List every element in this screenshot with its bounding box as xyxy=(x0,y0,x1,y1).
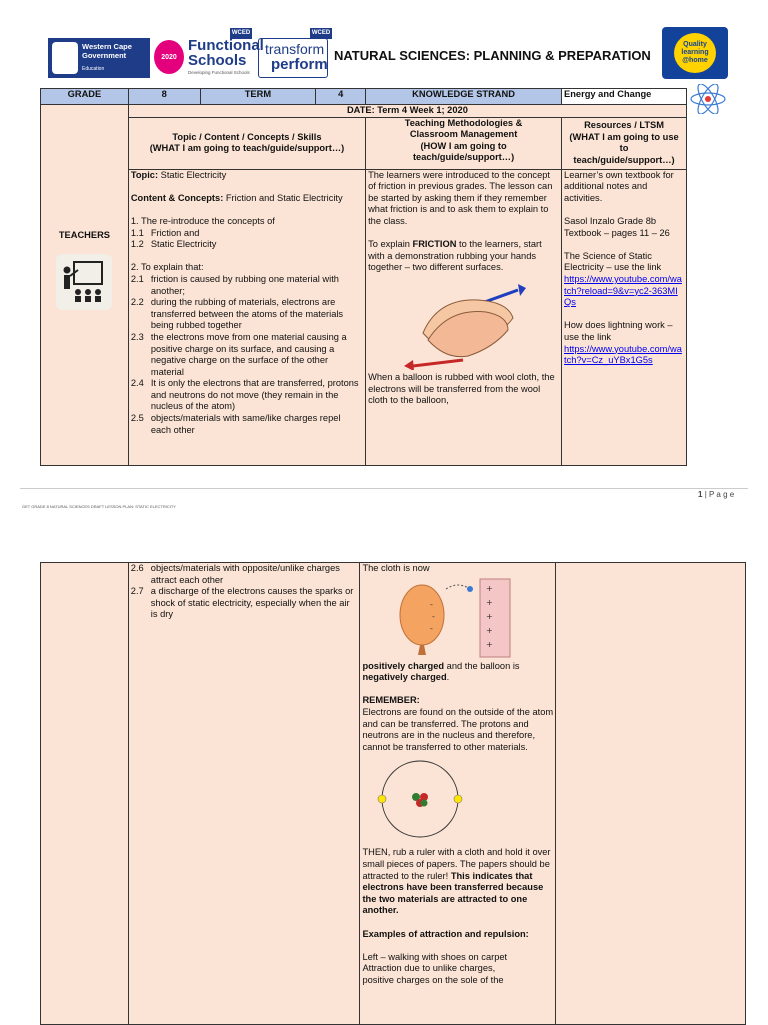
resource-sasol: Sasol Inzalo Grade 8b Textbook – pages 11 – 26 xyxy=(564,215,670,238)
fs-tagline: Developing Functional Schools xyxy=(188,70,250,75)
tp-line1: transform xyxy=(265,41,325,57)
example-left-b: Attraction due to unlike charges, xyxy=(362,963,496,974)
rubbing-hands-illustration xyxy=(368,278,558,370)
resources-cell-p2 xyxy=(556,563,746,1025)
wc-logo-sub: Education xyxy=(82,66,105,72)
ql-line3: @home xyxy=(682,57,708,64)
functional-schools-logo xyxy=(188,38,264,68)
topic-content-cell xyxy=(128,169,365,465)
transform-perform-logo xyxy=(258,38,328,78)
footer-divider xyxy=(20,488,748,489)
lightning-video-link[interactable]: https://www.youtube.com/watch?v=Cz_uYBx1G5s xyxy=(564,343,682,366)
list-item xyxy=(131,239,363,251)
list-item-text: objects/materials with same/like charges repel each other xyxy=(150,413,341,435)
charge-result: positively charged and the balloon is negatively charged. xyxy=(362,660,520,683)
teachers-side-cell xyxy=(41,105,129,466)
topic-line: Topic: Static Electricity xyxy=(130,169,227,180)
method-intro: The learners were introduced to the concept of friction in previous grades. The lesson can be started by asking them if they remember what friction is and to ask them to explain to the class. xyxy=(368,169,553,226)
list-item xyxy=(131,586,358,621)
content-concepts-line: Content & Concepts: Friction and Static Electricity xyxy=(130,192,343,203)
term-label: TERM xyxy=(200,89,316,105)
list-item-number: 2.5 xyxy=(130,413,144,424)
list-item-text: the electrons move from one material causing a positive charge on its surface, and causing a negative charge on the surface of the other material xyxy=(150,331,347,377)
page-number: 1 | P a g e xyxy=(698,490,735,499)
document-title: NATURAL SCIENCES: PLANNING & PREPARATION xyxy=(334,48,651,63)
col1-header: Topic / Content / Concepts / Skills (WHAT I am going to teach/guide/support…) xyxy=(128,117,365,169)
resources-cell xyxy=(562,169,687,465)
ql-line2: learning xyxy=(681,49,709,56)
list-item-number: 2.6 xyxy=(130,563,144,573)
example-left-a: Left – walking with shoes on carpet xyxy=(362,951,508,962)
side-label: TEACHERS xyxy=(58,230,110,240)
list-item xyxy=(131,297,363,332)
footer-doc-name: GET GRADE 8 NATURAL SCIENCES DRAFT LESSON PLAN: STATIC ELECTRICITY xyxy=(22,504,176,509)
atom-icon xyxy=(688,84,728,114)
ql-line1: Quality xyxy=(683,41,707,48)
svg-text:-: - xyxy=(430,623,434,633)
svg-text:+: + xyxy=(486,625,494,635)
col2-header: Teaching Methodologies & Classroom Management (HOW I am going to teach/guide/support…) xyxy=(366,117,562,169)
list-item-number: 2.4 xyxy=(130,378,144,389)
teachers-side-cell-p2 xyxy=(41,563,129,1025)
grade-value: 8 xyxy=(128,89,200,105)
fs-line1: Functional xyxy=(188,37,264,54)
col3-header: Resources / LTSM (WHAT I am going to use to teach/guide/support…) xyxy=(562,117,687,169)
list-item xyxy=(131,413,363,436)
intro-line: 1. The re-introduce the concepts of xyxy=(130,215,275,226)
lesson-plan-table-page1 xyxy=(40,88,687,466)
svg-text:-: - xyxy=(432,611,436,621)
method-balloon: When a balloon is rubbed with wool cloth, the electrons will be transferred from the wool cloth to the balloon, xyxy=(368,371,555,406)
method-friction: To explain FRICTION to the learners, start with a demonstration rubbing your hands together – two different surfaces. xyxy=(368,239,542,273)
svg-text:+: + xyxy=(486,597,494,607)
svg-text:+: + xyxy=(486,583,494,593)
topic-content-cell-p2 xyxy=(128,563,360,1025)
list-item xyxy=(131,563,358,586)
list-item xyxy=(131,378,363,413)
concept-list xyxy=(131,228,363,251)
tp-line2: perform xyxy=(271,56,328,73)
cloth-line: The cloth is now xyxy=(362,563,430,573)
explain-line: 2. To explain that: xyxy=(130,262,204,273)
lesson-plan-table-page2 xyxy=(40,562,746,1025)
example-left-c: positive charges on the sole of the xyxy=(362,974,504,985)
list-item xyxy=(131,332,363,378)
svg-text:+: + xyxy=(486,611,494,621)
wc-logo-line1: Western Cape xyxy=(82,42,132,51)
remember-heading: REMEMBER: xyxy=(362,695,420,706)
list-item-number: 2.3 xyxy=(130,331,144,342)
list-item-number: 2.2 xyxy=(130,297,144,308)
coat-of-arms-icon xyxy=(52,42,78,74)
date-row: DATE: Term 4 Week 1; 2020 xyxy=(128,105,686,118)
charged-balloon-illustration xyxy=(362,577,552,659)
list-item xyxy=(131,228,363,240)
methodology-cell-p2 xyxy=(360,563,556,1025)
list-item-text: objects/materials with opposite/unlike charges attract each other xyxy=(150,563,340,585)
svg-text:-: - xyxy=(430,599,434,609)
resource-lightning-video: How does lightning work – use the link xyxy=(564,320,673,342)
resource-textbook: Learner’s own textbook for additional notes and activities. xyxy=(564,169,674,203)
list-item-text: a discharge of the electrons causes the sparks or shock of static electricity, especially when the air is dry xyxy=(150,586,354,620)
list-item-number: 1.2 xyxy=(130,239,144,250)
strand-value: Energy and Change xyxy=(562,89,687,105)
list-item-text: It is only the electrons that are transferred, protons and neutrons do not move (they remain in the nucleus of the atom) xyxy=(150,378,359,412)
grade-label: GRADE xyxy=(41,89,129,105)
functional-schools-badge: 2020 xyxy=(154,40,184,74)
western-cape-logo xyxy=(48,38,150,78)
quality-learning-logo xyxy=(662,27,728,79)
static-video-link[interactable]: https://www.youtube.com/watch?reload=9&v=yc2-363MIQs xyxy=(564,273,682,308)
wc-logo-line2: Government xyxy=(82,51,127,60)
methodology-cell xyxy=(366,169,562,465)
list-item xyxy=(131,274,363,297)
fs-line2: Schools xyxy=(188,52,247,69)
explanation-list xyxy=(131,274,363,436)
svg-text:+: + xyxy=(486,639,494,649)
strand-label: KNOWLEDGE STRAND xyxy=(366,89,562,105)
explanation-list-continued xyxy=(131,563,358,621)
examples-heading: Examples of attraction and repulsion: xyxy=(362,928,529,939)
list-item-number: 2.7 xyxy=(130,586,144,597)
list-item-number: 2.1 xyxy=(130,273,144,284)
list-item-text: friction is caused by rubbing one material with another; xyxy=(150,273,339,296)
list-item-text: Friction and xyxy=(150,227,200,238)
list-item-text: during the rubbing of materials, electrons are transferred between the atoms of the materials being rubbed together xyxy=(150,297,344,331)
term-value: 4 xyxy=(316,89,366,105)
remember-text: Electrons are found on the outside of the atom and can be transferred. The protons and neutrons are in the nucleus and therefore, cannot be transferred to other materials. xyxy=(362,706,554,752)
ruler-experiment: THEN, rub a ruler with a cloth and hold it over small pieces of papers. The papers should be attracted to the ruler! This indicates that electrons have been transferred because the two materials are attracted to one another. xyxy=(362,847,551,916)
teacher-presentation-icon xyxy=(56,254,112,310)
tp-wced-tag: WCED xyxy=(310,28,332,39)
resource-static-video: The Science of Static Electricity – use the link xyxy=(564,250,662,273)
fs-wced-tag: WCED xyxy=(230,28,252,39)
list-item-number: 1.1 xyxy=(130,227,144,238)
atom-diagram xyxy=(362,757,552,843)
list-item-text: Static Electricity xyxy=(150,239,217,250)
